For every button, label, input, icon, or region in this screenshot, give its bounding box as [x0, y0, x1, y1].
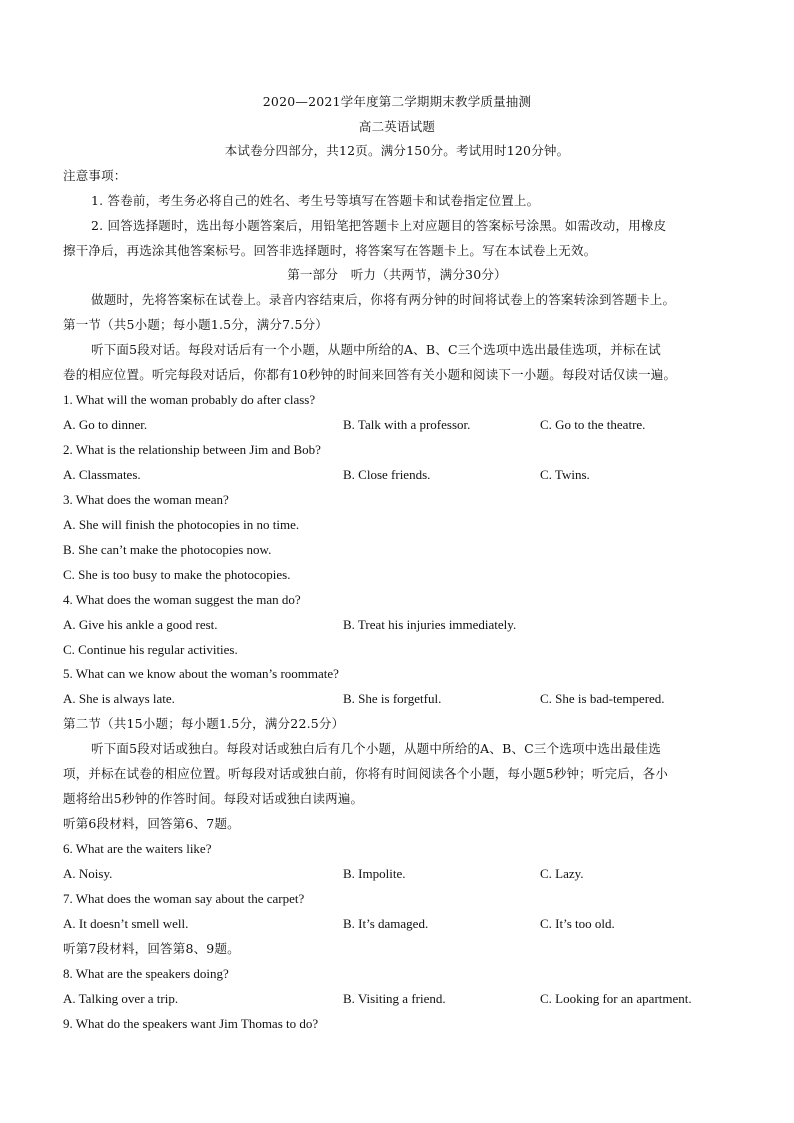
section1-heading: 第一节（共5小题；每小题1.5分，满分7.5分） [63, 317, 329, 332]
exam-info: 本试卷分四部分，共12页。满分150分。考试用时120分钟。 [224, 143, 570, 158]
part1-heading: 第一部分 听力（共两节，满分30分） [287, 267, 507, 282]
section2-instruction-line-1: 听下面5段对话或独白。每段对话或独白后有几个小题，从题中所给的A、B、C三个选项中选出最佳选 [91, 741, 661, 756]
section2-heading: 第二节（共15小题；每小题1.5分，满分22.5分） [63, 716, 345, 731]
exam-subtitle: 高二英语试题 [358, 119, 436, 134]
notice-heading: 注意事项： [63, 168, 127, 183]
section1-instruction-line-1: 听下面5段对话。每段对话后有一个小题，从题中所给的A、B、C三个选项中选出最佳选项，并标在试 [91, 342, 661, 357]
question-8-stem: 8. What are the speakers doing? [63, 966, 229, 981]
question-6-option-a: A. Noisy. [63, 866, 113, 881]
notice-item-2-line-2: 擦干净后，再选涂其他答案标号。回答非选择题时，将答案写在答题卡上。写在本试卷上无效。 [63, 243, 597, 258]
question-2-stem: 2. What is the relationship between Jim and Bob? [63, 442, 321, 457]
question-3-option-c: C. She is too busy to make the photocopies. [63, 567, 291, 582]
section1-instruction-line-2: 卷的相应位置。听完每段对话后，你都有10秒钟的时间来回答有关小题和阅读下一小题。每段对话仅读一遍。 [63, 367, 677, 382]
notice-item-1: 1. 答卷前，考生务必将自己的姓名、考生号等填写在答题卡和试卷指定位置上。 [91, 193, 540, 208]
question-3-stem: 3. What does the woman mean? [63, 492, 229, 507]
notice-item-2-line-1: 2. 回答选择题时，选出每小题答案后，用铅笔把答题卡上对应题目的答案标号涂黑。如需改动，用橡皮 [91, 218, 667, 233]
question-8-option-a: A. Talking over a trip. [63, 991, 179, 1006]
question-4-option-b: B. Treat his injuries immediately. [343, 617, 517, 632]
question-1-option-a: A. Go to dinner. [63, 417, 148, 432]
question-4-option-a: A. Give his ankle a good rest. [63, 617, 218, 632]
question-8-option-c: C. Looking for an apartment. [540, 991, 692, 1006]
question-5-option-a: A. She is always late. [63, 691, 175, 706]
question-2-option-c: C. Twins. [540, 467, 590, 482]
question-6-option-c: C. Lazy. [540, 866, 584, 881]
question-7-option-c: C. It’s too old. [540, 916, 615, 931]
question-7-stem: 7. What does the woman say about the carpet? [63, 891, 305, 906]
section2-instruction-line-3: 题将给出5秒钟的作答时间。每段对话或独白读两遍。 [63, 791, 364, 806]
question-6-stem: 6. What are the waiters like? [63, 841, 212, 856]
question-2-option-a: A. Classmates. [63, 467, 141, 482]
question-7-option-a: A. It doesn’t smell well. [63, 916, 189, 931]
question-3-option-a: A. She will finish the photocopies in no time. [63, 517, 300, 532]
question-4-stem: 4. What does the woman suggest the man do? [63, 592, 301, 607]
question-1-option-c: C. Go to the theatre. [540, 417, 646, 432]
question-4-option-c: C. Continue his regular activities. [63, 642, 238, 657]
section2-instruction-line-2: 项，并标在试卷的相应位置。听每段对话或独白前，你将有时间阅读各个小题，每小题5秒钟；听完后，各小 [63, 766, 669, 781]
question-5-option-c: C. She is bad-tempered. [540, 691, 665, 706]
exam-title: 2020—2021学年度第二学期期末教学质量抽测 [262, 94, 532, 109]
question-7-option-b: B. It’s damaged. [343, 916, 429, 931]
question-5-option-b: B. She is forgetful. [343, 691, 442, 706]
part1-intro: 做题时，先将答案标在试卷上。录音内容结束后，你将有两分钟的时间将试卷上的答案转涂到答题卡上。 [91, 292, 676, 307]
question-9-stem: 9. What do the speakers want Jim Thomas to do? [63, 1016, 319, 1031]
question-8-option-b: B. Visiting a friend. [343, 991, 446, 1006]
question-3-option-b: B. She can’t make the photocopies now. [63, 542, 272, 557]
question-2-option-b: B. Close friends. [343, 467, 431, 482]
question-1-stem: 1. What will the woman probably do after class? [63, 392, 316, 407]
material-7-instruction: 听第7段材料，回答第8、9题。 [63, 941, 240, 956]
material-6-instruction: 听第6段材料，回答第6、7题。 [63, 816, 240, 831]
question-6-option-b: B. Impolite. [343, 866, 406, 881]
question-1-option-b: B. Talk with a professor. [343, 417, 471, 432]
question-5-stem: 5. What can we know about the woman’s roommate? [63, 666, 339, 681]
